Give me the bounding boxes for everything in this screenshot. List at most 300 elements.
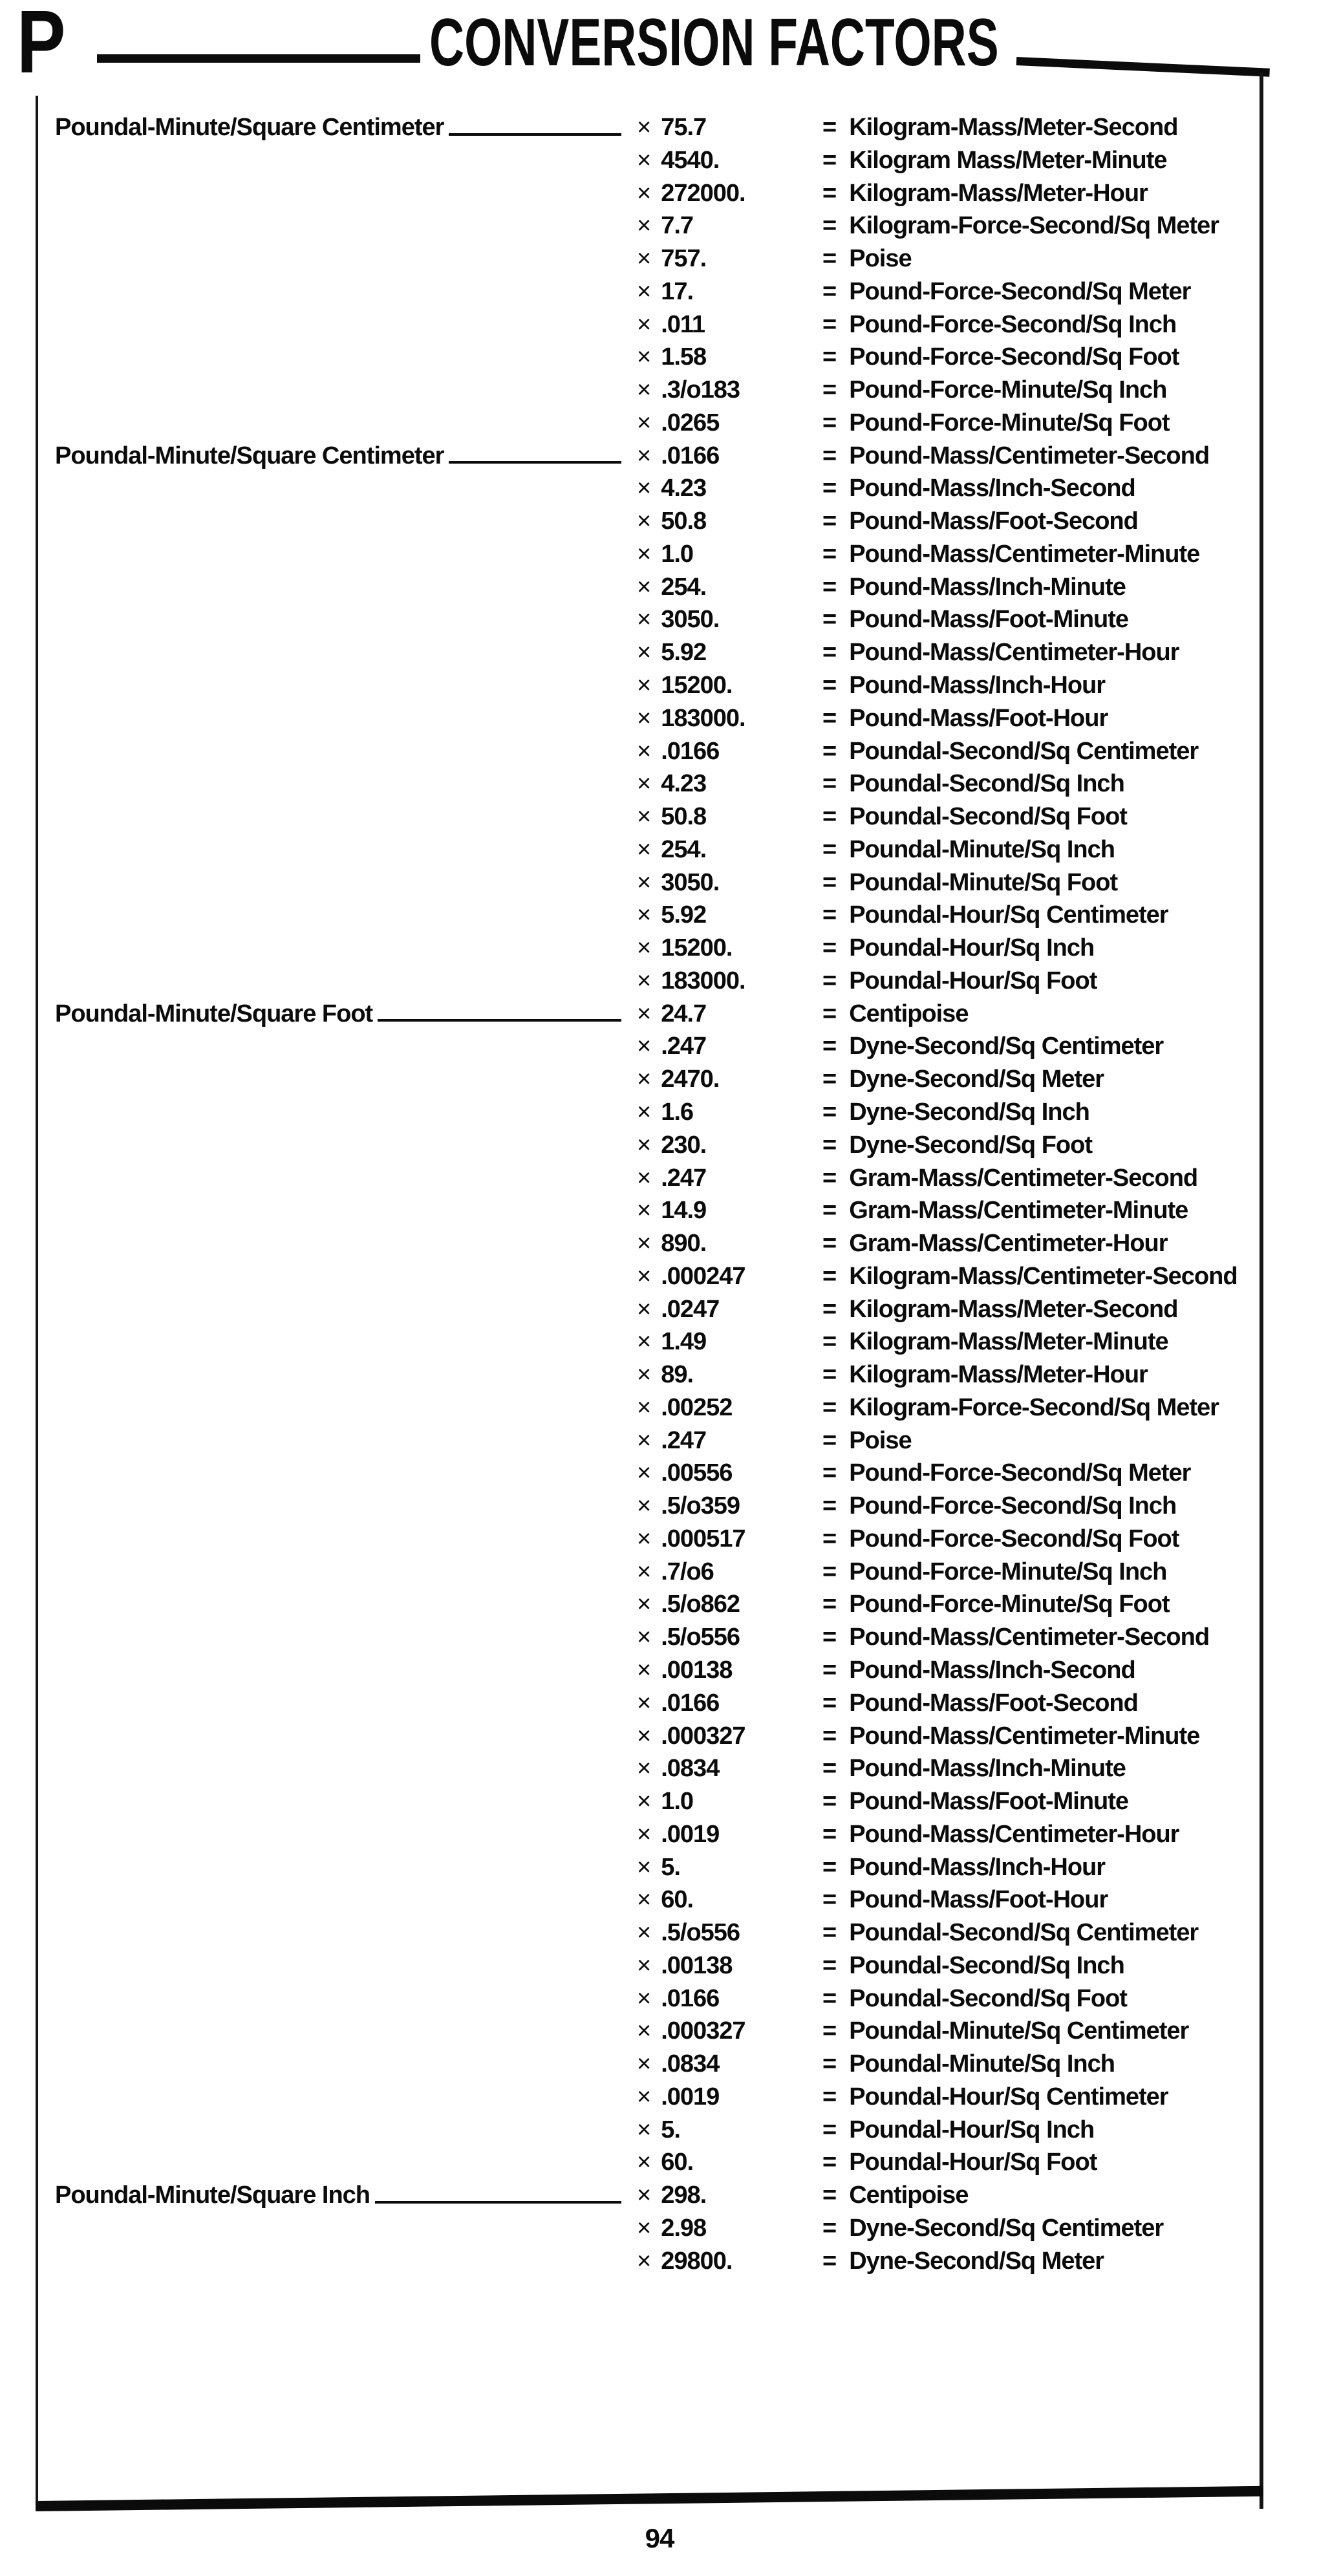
result-cell — [822, 341, 1179, 374]
multiply-symbol: × — [637, 835, 651, 863]
equals-symbol: = — [822, 2050, 837, 2078]
result-cell — [822, 374, 1166, 407]
equals-symbol: = — [822, 1722, 837, 1750]
target-unit: Pound-Force-Minute/Sq Inch — [849, 376, 1167, 404]
target-unit: Poundal-Second/Sq Centimeter — [849, 1919, 1199, 1947]
target-unit: Dyne-Second/Sq Foot — [849, 1131, 1092, 1159]
multiply-symbol: × — [637, 803, 651, 831]
equals-symbol: = — [822, 2247, 837, 2275]
conversion-row — [0, 1490, 1319, 1523]
equals-symbol: = — [822, 1656, 837, 1684]
factor-cell — [637, 1982, 719, 2015]
factor-cell — [637, 242, 706, 275]
factor-cell — [637, 2212, 706, 2245]
result-cell — [822, 767, 1124, 800]
multiply-symbol: × — [637, 704, 651, 732]
factor-value: .0834 — [661, 2050, 720, 2078]
multiply-symbol: × — [637, 1984, 651, 2012]
conversion-row — [0, 636, 1319, 669]
factor-value: 5.92 — [661, 901, 707, 929]
source-unit-cell — [55, 111, 630, 144]
factor-cell — [637, 2015, 745, 2048]
equals-symbol: = — [822, 277, 837, 305]
factor-value: .0166 — [661, 1984, 720, 2012]
equals-symbol: = — [822, 1820, 837, 1848]
result-cell — [822, 735, 1198, 768]
target-unit: Pound-Force-Second/Sq Inch — [849, 310, 1177, 338]
equals-symbol: = — [822, 901, 837, 929]
target-unit: Pound-Mass/Foot-Minute — [849, 606, 1129, 634]
target-unit: Poundal-Hour/Sq Foot — [849, 967, 1097, 994]
label-underline — [375, 2201, 621, 2204]
factor-value: 757. — [661, 245, 707, 273]
result-cell — [822, 2179, 968, 2212]
conversion-row — [0, 669, 1319, 702]
target-unit: Poundal-Minute/Sq Centimeter — [849, 2017, 1189, 2045]
factor-cell — [637, 1096, 693, 1129]
multiply-symbol: × — [637, 1755, 651, 1783]
multiply-symbol: × — [637, 310, 651, 338]
equals-symbol: = — [822, 1788, 837, 1816]
result-cell — [822, 472, 1135, 505]
factor-cell — [637, 1457, 732, 1490]
factor-value: 272000. — [661, 179, 745, 207]
factor-value: 254. — [661, 573, 707, 601]
result-cell — [822, 702, 1108, 735]
multiply-symbol: × — [637, 639, 651, 667]
conversion-row — [0, 275, 1319, 308]
target-unit: Kilogram-Force-Second/Sq Meter — [849, 1393, 1219, 1421]
factor-cell — [637, 1851, 680, 1884]
equals-symbol: = — [822, 672, 837, 700]
factor-value: 60. — [661, 2149, 694, 2176]
conversion-row — [0, 407, 1319, 440]
factor-value: .247 — [661, 1164, 707, 1192]
factor-value: .5/o556 — [661, 1919, 740, 1947]
multiply-symbol: × — [637, 1197, 651, 1225]
equals-symbol: = — [822, 967, 837, 994]
factor-cell — [637, 341, 706, 374]
target-unit: Kilogram-Mass/Meter-Hour — [849, 179, 1148, 207]
multiply-symbol: × — [637, 606, 651, 634]
target-unit: Kilogram-Force-Second/Sq Meter — [849, 212, 1219, 240]
equals-symbol: = — [822, 540, 837, 568]
equals-symbol: = — [822, 1033, 837, 1060]
title-rule-right — [1016, 57, 1270, 77]
equals-symbol: = — [822, 1262, 837, 1290]
conversion-row — [0, 603, 1319, 636]
result-cell — [822, 1720, 1199, 1753]
source-unit-label: Poundal-Minute/Square Centimeter — [55, 442, 444, 469]
equals-symbol: = — [822, 2149, 837, 2176]
target-unit: Poundal-Second/Sq Foot — [849, 1984, 1127, 2012]
conversion-row — [0, 1063, 1319, 1096]
factor-value: 24.7 — [661, 1000, 707, 1027]
equals-symbol: = — [822, 245, 837, 273]
result-cell — [822, 1621, 1209, 1654]
target-unit: Pound-Mass/Centimeter-Hour — [849, 639, 1179, 667]
target-unit: Pound-Mass/Foot-Second — [849, 508, 1138, 535]
multiply-symbol: × — [637, 934, 651, 962]
factor-cell — [637, 1162, 706, 1195]
factor-value: 5. — [661, 1853, 680, 1881]
conversion-row — [0, 1818, 1319, 1851]
conversion-row — [0, 571, 1319, 604]
factor-cell — [637, 1556, 714, 1589]
equals-symbol: = — [822, 310, 837, 338]
equals-symbol: = — [822, 1689, 837, 1717]
multiply-symbol: × — [637, 967, 651, 994]
factor-cell — [637, 1884, 693, 1916]
target-unit: Pound-Mass/Foot-Hour — [849, 704, 1108, 732]
conversion-row — [0, 2212, 1319, 2245]
factor-value: 15200. — [661, 672, 733, 700]
result-cell — [822, 177, 1148, 210]
equals-symbol: = — [822, 1459, 837, 1487]
result-cell — [822, 2081, 1168, 2114]
equals-symbol: = — [822, 1492, 837, 1520]
factor-value: .0166 — [661, 737, 720, 765]
multiply-symbol: × — [637, 1788, 651, 1816]
factor-value: 75.7 — [661, 114, 707, 141]
label-underline — [378, 1019, 621, 1022]
conversion-row — [0, 1194, 1319, 1227]
factor-value: .0834 — [661, 1755, 720, 1783]
equals-symbol: = — [822, 1886, 837, 1914]
target-unit: Dyne-Second/Sq Meter — [849, 2247, 1104, 2275]
target-unit: Poise — [849, 245, 912, 273]
multiply-symbol: × — [637, 1722, 651, 1750]
multiply-symbol: × — [637, 179, 651, 207]
conversion-row — [0, 440, 1319, 473]
equals-symbol: = — [822, 179, 837, 207]
conversion-row — [0, 1129, 1319, 1162]
result-cell — [822, 899, 1168, 932]
factor-value: 1.49 — [661, 1328, 707, 1356]
conversion-row — [0, 1096, 1319, 1129]
factor-value: 890. — [661, 1230, 707, 1258]
multiply-symbol: × — [637, 1951, 651, 1979]
page-title: CONVERSION FACTORS — [429, 5, 999, 80]
factor-cell — [637, 1063, 719, 1096]
equals-symbol: = — [822, 934, 837, 962]
factor-cell — [637, 571, 706, 604]
multiply-symbol: × — [637, 1558, 651, 1585]
factor-cell — [637, 374, 740, 407]
equals-symbol: = — [822, 639, 837, 667]
target-unit: Dyne-Second/Sq Centimeter — [849, 2215, 1164, 2242]
result-cell — [822, 571, 1126, 604]
factor-cell — [637, 440, 719, 473]
conversion-row — [0, 800, 1319, 833]
conversion-row — [0, 1884, 1319, 1916]
multiply-symbol: × — [637, 2149, 651, 2176]
multiply-symbol: × — [637, 245, 651, 273]
target-unit: Pound-Mass/Centimeter-Second — [849, 442, 1210, 469]
factor-cell — [637, 472, 706, 505]
multiply-symbol: × — [637, 277, 651, 305]
target-unit: Kilogram-Mass/Centimeter-Second — [849, 1262, 1238, 1290]
target-unit: Pound-Mass/Inch-Minute — [849, 573, 1126, 601]
factor-cell — [637, 2114, 680, 2147]
result-cell — [822, 407, 1170, 440]
source-unit-label: Poundal-Minute/Square Centimeter — [55, 114, 444, 141]
multiply-symbol: × — [637, 1656, 651, 1684]
factor-value: 3050. — [661, 868, 720, 896]
multiply-symbol: × — [637, 1066, 651, 1093]
conversion-row — [0, 899, 1319, 932]
conversion-row — [0, 833, 1319, 866]
factor-cell — [637, 1030, 706, 1063]
factor-value: .00556 — [661, 1459, 733, 1487]
factor-cell — [637, 144, 719, 177]
factor-cell — [637, 1326, 706, 1358]
conversion-row — [0, 177, 1319, 210]
multiply-symbol: × — [637, 672, 651, 700]
conversion-row — [0, 1030, 1319, 1063]
factor-cell — [637, 1818, 719, 1851]
factor-cell — [637, 209, 693, 242]
equals-symbol: = — [822, 1000, 837, 1027]
equals-symbol: = — [822, 1230, 837, 1258]
multiply-symbol: × — [637, 1426, 651, 1454]
factor-value: 183000. — [661, 704, 745, 732]
conversion-row — [0, 1391, 1319, 1424]
factor-cell — [637, 669, 732, 702]
multiply-symbol: × — [637, 1328, 651, 1356]
factor-value: 2.98 — [661, 2215, 707, 2242]
factor-value: 230. — [661, 1131, 707, 1159]
result-cell — [822, 1293, 1177, 1326]
equals-symbol: = — [822, 475, 837, 502]
target-unit: Poundal-Hour/Sq Inch — [849, 2116, 1095, 2143]
label-underline — [449, 461, 621, 464]
factor-value: .0019 — [661, 2083, 720, 2110]
multiply-symbol: × — [637, 2247, 651, 2275]
factor-cell — [637, 177, 745, 210]
multiply-symbol: × — [637, 737, 651, 765]
factor-cell — [637, 1293, 719, 1326]
factor-value: 1.58 — [661, 343, 707, 371]
source-unit-cell — [55, 2179, 630, 2212]
conversion-row — [0, 2245, 1319, 2278]
factor-cell — [637, 1194, 706, 1227]
target-unit: Centipoise — [849, 2182, 969, 2209]
factor-cell — [637, 899, 706, 932]
conversion-row — [0, 1752, 1319, 1785]
multiply-symbol: × — [637, 1624, 651, 1651]
target-unit: Poundal-Hour/Sq Centimeter — [849, 2083, 1168, 2110]
target-unit: Pound-Mass/Foot-Minute — [849, 1788, 1129, 1816]
target-unit: Pound-Mass/Centimeter-Second — [849, 1624, 1210, 1651]
multiply-symbol: × — [637, 1098, 651, 1126]
factor-cell — [637, 1621, 740, 1654]
conversion-row — [0, 1556, 1319, 1589]
factor-value: 14.9 — [661, 1197, 707, 1225]
result-cell — [822, 308, 1176, 341]
equals-symbol: = — [822, 146, 837, 174]
multiply-symbol: × — [637, 1689, 651, 1717]
result-cell — [822, 1752, 1126, 1785]
result-cell — [822, 2245, 1104, 2278]
equals-symbol: = — [822, 1984, 837, 2012]
factor-cell — [637, 111, 706, 144]
result-cell — [822, 505, 1138, 538]
multiply-symbol: × — [637, 1919, 651, 1947]
result-cell — [822, 1916, 1198, 1949]
equals-symbol: = — [822, 1624, 837, 1651]
target-unit: Pound-Mass/Centimeter-Minute — [849, 540, 1200, 568]
conversion-row — [0, 998, 1319, 1031]
result-cell — [822, 440, 1209, 473]
factor-value: 298. — [661, 2182, 707, 2209]
factor-value: .000247 — [661, 1262, 745, 1290]
target-unit: Poundal-Minute/Sq Inch — [849, 2050, 1115, 2078]
equals-symbol: = — [822, 1131, 837, 1159]
equals-symbol: = — [822, 803, 837, 831]
multiply-symbol: × — [637, 1000, 651, 1027]
factor-value: .7/o6 — [661, 1558, 714, 1585]
conversion-row — [0, 1916, 1319, 1949]
factor-cell — [637, 1752, 719, 1785]
multiply-symbol: × — [637, 475, 651, 502]
result-cell — [822, 1523, 1179, 1556]
conversion-row — [0, 1162, 1319, 1195]
equals-symbol: = — [822, 1919, 837, 1947]
result-cell — [822, 1096, 1089, 1129]
target-unit: Pound-Force-Minute/Sq Foot — [849, 409, 1170, 436]
factor-cell — [637, 1654, 732, 1687]
conversion-row — [0, 341, 1319, 374]
conversion-row — [0, 1326, 1319, 1358]
multiply-symbol: × — [637, 2050, 651, 2078]
equals-symbol: = — [822, 2215, 837, 2242]
target-unit: Pound-Force-Second/Sq Inch — [849, 1492, 1177, 1520]
equals-symbol: = — [822, 770, 837, 798]
multiply-symbol: × — [637, 2083, 651, 2110]
target-unit: Poundal-Second/Sq Foot — [849, 803, 1127, 831]
equals-symbol: = — [822, 1393, 837, 1421]
result-cell — [822, 1129, 1092, 1162]
factor-value: .00252 — [661, 1393, 733, 1421]
target-unit: Kilogram-Mass/Meter-Minute — [849, 1328, 1168, 1356]
factor-value: .247 — [661, 1033, 707, 1060]
factor-cell — [637, 1687, 719, 1720]
result-cell — [822, 603, 1128, 636]
result-cell — [822, 1457, 1190, 1490]
factor-cell — [637, 1358, 693, 1391]
result-cell — [822, 1949, 1124, 1982]
multiply-symbol: × — [637, 146, 651, 174]
factor-cell — [637, 1785, 693, 1818]
factor-value: 3050. — [661, 606, 720, 634]
result-cell — [822, 1424, 912, 1457]
conversion-row — [0, 735, 1319, 768]
equals-symbol: = — [822, 2017, 837, 2045]
conversion-row — [0, 1523, 1319, 1556]
factor-value: 15200. — [661, 934, 733, 962]
factor-cell — [637, 407, 719, 440]
equals-symbol: = — [822, 442, 837, 469]
conversion-row — [0, 1621, 1319, 1654]
conversion-row — [0, 767, 1319, 800]
factor-cell — [637, 636, 706, 669]
equals-symbol: = — [822, 376, 837, 404]
multiply-symbol: × — [637, 1886, 651, 1914]
target-unit: Poise — [849, 1426, 912, 1454]
conversion-row — [0, 209, 1319, 242]
multiply-symbol: × — [637, 573, 651, 601]
factor-value: 5.92 — [661, 639, 707, 667]
result-cell — [822, 2212, 1163, 2245]
multiply-symbol: × — [637, 1164, 651, 1192]
equals-symbol: = — [822, 1197, 837, 1225]
factor-value: .00138 — [661, 1951, 733, 1979]
conversion-row — [0, 538, 1319, 571]
conversion-row — [0, 1457, 1319, 1490]
target-unit: Pound-Mass/Foot-Second — [849, 1689, 1138, 1717]
equals-symbol: = — [822, 868, 837, 896]
factor-cell — [637, 735, 719, 768]
factor-cell — [637, 998, 706, 1031]
factor-value: 4.23 — [661, 475, 707, 502]
result-cell — [822, 1654, 1135, 1687]
result-cell — [822, 2114, 1094, 2147]
equals-symbol: = — [822, 1426, 837, 1454]
result-cell — [822, 932, 1094, 965]
target-unit: Dyne-Second/Sq Meter — [849, 1066, 1104, 1093]
factor-cell — [637, 1949, 732, 1982]
multiply-symbol: × — [637, 868, 651, 896]
conversion-row — [0, 1424, 1319, 1457]
result-cell — [822, 1030, 1163, 1063]
factor-cell — [637, 800, 706, 833]
result-cell — [822, 669, 1105, 702]
multiply-symbol: × — [637, 1230, 651, 1258]
factor-cell — [637, 1720, 745, 1753]
factor-value: .0265 — [661, 409, 720, 436]
multiply-symbol: × — [637, 1591, 651, 1618]
result-cell — [822, 1687, 1138, 1720]
factor-cell — [637, 505, 706, 538]
multiply-symbol: × — [637, 114, 651, 141]
page-number: 94 — [645, 2523, 674, 2553]
conversion-row — [0, 144, 1319, 177]
conversion-table — [0, 111, 1319, 2278]
multiply-symbol: × — [637, 1525, 651, 1552]
result-cell — [822, 1818, 1179, 1851]
conversion-row — [0, 1949, 1319, 1982]
result-cell — [822, 1326, 1168, 1358]
result-cell — [822, 1884, 1108, 1916]
multiply-symbol: × — [637, 901, 651, 929]
target-unit: Pound-Force-Minute/Sq Inch — [849, 1558, 1167, 1585]
factor-cell — [637, 1129, 706, 1162]
factor-value: .0019 — [661, 1820, 720, 1848]
equals-symbol: = — [822, 2116, 837, 2143]
result-cell — [822, 1556, 1166, 1589]
source-unit-cell — [55, 998, 630, 1031]
factor-cell — [637, 1523, 745, 1556]
result-cell — [822, 1227, 1168, 1260]
factor-value: .5/o862 — [661, 1591, 740, 1618]
conversion-row — [0, 111, 1319, 144]
target-unit: Pound-Mass/Foot-Hour — [849, 1886, 1108, 1914]
target-unit: Poundal-Second/Sq Centimeter — [849, 737, 1199, 765]
result-cell — [822, 2048, 1115, 2081]
equals-symbol: = — [822, 1361, 837, 1389]
source-unit-cell — [55, 440, 630, 473]
